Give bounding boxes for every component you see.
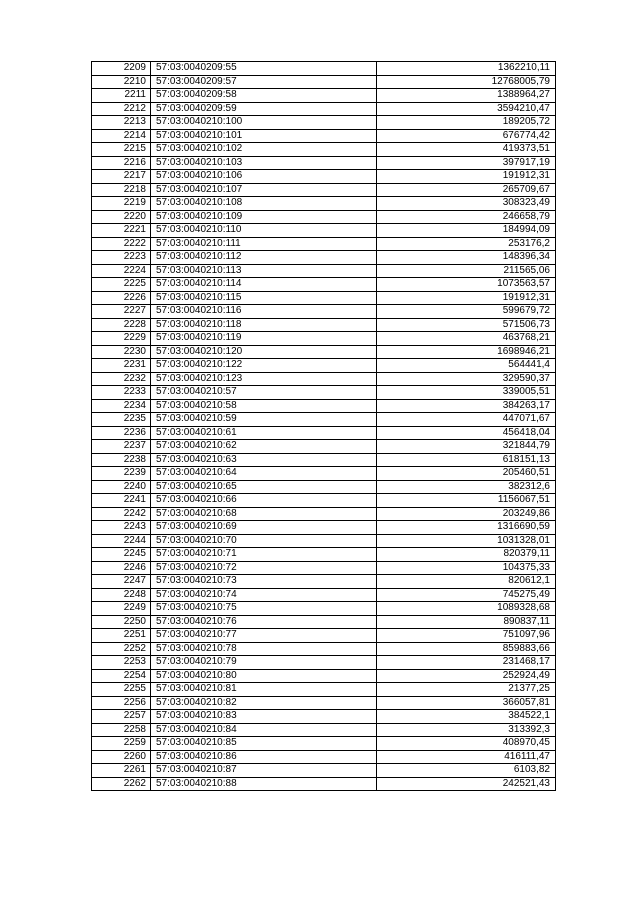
value-cell: 308323,49 <box>377 197 556 211</box>
cadastral-number-cell: 57:03:0040210:80 <box>151 669 377 683</box>
row-number-cell: 2235 <box>92 413 151 427</box>
value-cell: 890837,11 <box>377 615 556 629</box>
row-number-cell: 2210 <box>92 75 151 89</box>
table-row <box>92 102 556 116</box>
value-cell: 6103,82 <box>377 764 556 778</box>
cadastral-number-cell: 57:03:0040210:111 <box>151 237 377 251</box>
row-number-cell: 2242 <box>92 507 151 521</box>
cadastral-number-cell: 57:03:0040210:123 <box>151 372 377 386</box>
cadastral-number-cell: 57:03:0040210:64 <box>151 467 377 481</box>
table-row <box>92 696 556 710</box>
row-number-cell: 2219 <box>92 197 151 211</box>
value-cell: 859883,66 <box>377 642 556 656</box>
value-cell: 313392,3 <box>377 723 556 737</box>
cadastral-number-cell: 57:03:0040210:83 <box>151 710 377 724</box>
value-cell: 564441,4 <box>377 359 556 373</box>
table-row <box>92 372 556 386</box>
row-number-cell: 2214 <box>92 129 151 143</box>
table-row <box>92 615 556 629</box>
table-row <box>92 62 556 76</box>
value-cell: 104375,33 <box>377 561 556 575</box>
table-row <box>92 210 556 224</box>
table-row <box>92 318 556 332</box>
row-number-cell: 2218 <box>92 183 151 197</box>
row-number-cell: 2239 <box>92 467 151 481</box>
table-row <box>92 561 556 575</box>
row-number-cell: 2213 <box>92 116 151 130</box>
row-number-cell: 2257 <box>92 710 151 724</box>
table-row <box>92 426 556 440</box>
table-row <box>92 777 556 791</box>
cadastral-number-cell: 57:03:0040210:59 <box>151 413 377 427</box>
cadastral-number-cell: 57:03:0040210:70 <box>151 534 377 548</box>
cadastral-number-cell: 57:03:0040210:106 <box>151 170 377 184</box>
value-cell: 820379,11 <box>377 548 556 562</box>
value-cell: 191912,31 <box>377 291 556 305</box>
table-row <box>92 494 556 508</box>
value-cell: 184994,09 <box>377 224 556 238</box>
row-number-cell: 2220 <box>92 210 151 224</box>
row-number-cell: 2260 <box>92 750 151 764</box>
row-number-cell: 2250 <box>92 615 151 629</box>
cadastral-number-cell: 57:03:0040210:120 <box>151 345 377 359</box>
table-row <box>92 683 556 697</box>
table-row <box>92 723 556 737</box>
table-row <box>92 129 556 143</box>
cadastral-number-cell: 57:03:0040210:103 <box>151 156 377 170</box>
cadastral-number-cell: 57:03:0040209:59 <box>151 102 377 116</box>
row-number-cell: 2251 <box>92 629 151 643</box>
row-number-cell: 2231 <box>92 359 151 373</box>
value-cell: 397917,19 <box>377 156 556 170</box>
value-cell: 1316690,59 <box>377 521 556 535</box>
table-row <box>92 629 556 643</box>
cadastral-number-cell: 57:03:0040210:88 <box>151 777 377 791</box>
cadastral-number-cell: 57:03:0040210:73 <box>151 575 377 589</box>
cadastral-number-cell: 57:03:0040209:58 <box>151 89 377 103</box>
table-row <box>92 345 556 359</box>
value-cell: 321844,79 <box>377 440 556 454</box>
value-cell: 339005,51 <box>377 386 556 400</box>
value-cell: 419373,51 <box>377 143 556 157</box>
value-cell: 1388964,27 <box>377 89 556 103</box>
row-number-cell: 2216 <box>92 156 151 170</box>
value-cell: 1073563,57 <box>377 278 556 292</box>
table-row <box>92 197 556 211</box>
value-cell: 676774,42 <box>377 129 556 143</box>
cadastral-number-cell: 57:03:0040210:69 <box>151 521 377 535</box>
table-row <box>92 656 556 670</box>
cadastral-number-cell: 57:03:0040210:72 <box>151 561 377 575</box>
value-cell: 751097,96 <box>377 629 556 643</box>
table-row <box>92 143 556 157</box>
table-row <box>92 183 556 197</box>
row-number-cell: 2249 <box>92 602 151 616</box>
value-cell: 1089328,68 <box>377 602 556 616</box>
cadastral-number-cell: 57:03:0040210:118 <box>151 318 377 332</box>
table-row <box>92 413 556 427</box>
row-number-cell: 2246 <box>92 561 151 575</box>
value-cell: 571506,73 <box>377 318 556 332</box>
data-table <box>91 61 556 791</box>
table-body <box>92 62 556 791</box>
cadastral-number-cell: 57:03:0040210:108 <box>151 197 377 211</box>
cadastral-number-cell: 57:03:0040210:116 <box>151 305 377 319</box>
row-number-cell: 2245 <box>92 548 151 562</box>
cadastral-number-cell: 57:03:0040210:82 <box>151 696 377 710</box>
value-cell: 242521,43 <box>377 777 556 791</box>
cadastral-number-cell: 57:03:0040210:81 <box>151 683 377 697</box>
value-cell: 384522,1 <box>377 710 556 724</box>
value-cell: 618151,13 <box>377 453 556 467</box>
table-row <box>92 588 556 602</box>
cadastral-number-cell: 57:03:0040210:100 <box>151 116 377 130</box>
row-number-cell: 2253 <box>92 656 151 670</box>
cadastral-number-cell: 57:03:0040210:109 <box>151 210 377 224</box>
value-cell: 21377,25 <box>377 683 556 697</box>
cadastral-number-cell: 57:03:0040210:68 <box>151 507 377 521</box>
table-row <box>92 305 556 319</box>
value-cell: 366057,81 <box>377 696 556 710</box>
cadastral-number-cell: 57:03:0040210:71 <box>151 548 377 562</box>
value-cell: 148396,34 <box>377 251 556 265</box>
row-number-cell: 2221 <box>92 224 151 238</box>
cadastral-number-cell: 57:03:0040210:110 <box>151 224 377 238</box>
row-number-cell: 2215 <box>92 143 151 157</box>
table-row <box>92 264 556 278</box>
cadastral-number-cell: 57:03:0040210:63 <box>151 453 377 467</box>
cadastral-number-cell: 57:03:0040210:78 <box>151 642 377 656</box>
row-number-cell: 2228 <box>92 318 151 332</box>
row-number-cell: 2236 <box>92 426 151 440</box>
value-cell: 745275,49 <box>377 588 556 602</box>
row-number-cell: 2233 <box>92 386 151 400</box>
cadastral-number-cell: 57:03:0040210:65 <box>151 480 377 494</box>
table-row <box>92 737 556 751</box>
row-number-cell: 2223 <box>92 251 151 265</box>
table-row <box>92 480 556 494</box>
row-number-cell: 2222 <box>92 237 151 251</box>
cadastral-number-cell: 57:03:0040210:122 <box>151 359 377 373</box>
table-row <box>92 602 556 616</box>
cadastral-number-cell: 57:03:0040210:101 <box>151 129 377 143</box>
value-cell: 447071,67 <box>377 413 556 427</box>
value-cell: 820612,1 <box>377 575 556 589</box>
cadastral-number-cell: 57:03:0040210:62 <box>151 440 377 454</box>
row-number-cell: 2226 <box>92 291 151 305</box>
cadastral-number-cell: 57:03:0040210:58 <box>151 399 377 413</box>
table-row <box>92 386 556 400</box>
row-number-cell: 2261 <box>92 764 151 778</box>
cadastral-number-cell: 57:03:0040210:102 <box>151 143 377 157</box>
row-number-cell: 2243 <box>92 521 151 535</box>
table-row <box>92 156 556 170</box>
row-number-cell: 2224 <box>92 264 151 278</box>
value-cell: 12768005,79 <box>377 75 556 89</box>
value-cell: 252924,49 <box>377 669 556 683</box>
table-row <box>92 642 556 656</box>
row-number-cell: 2262 <box>92 777 151 791</box>
row-number-cell: 2234 <box>92 399 151 413</box>
value-cell: 253176,2 <box>377 237 556 251</box>
cadastral-number-cell: 57:03:0040210:113 <box>151 264 377 278</box>
table-row <box>92 116 556 130</box>
table-row <box>92 291 556 305</box>
table-row <box>92 534 556 548</box>
row-number-cell: 2248 <box>92 588 151 602</box>
value-cell: 382312,6 <box>377 480 556 494</box>
value-cell: 189205,72 <box>377 116 556 130</box>
value-cell: 211565,06 <box>377 264 556 278</box>
table-row <box>92 507 556 521</box>
value-cell: 3594210,47 <box>377 102 556 116</box>
table-row <box>92 669 556 683</box>
row-number-cell: 2256 <box>92 696 151 710</box>
table-row <box>92 89 556 103</box>
cadastral-number-cell: 57:03:0040210:87 <box>151 764 377 778</box>
value-cell: 205460,51 <box>377 467 556 481</box>
cadastral-number-cell: 57:03:0040210:112 <box>151 251 377 265</box>
cadastral-number-cell: 57:03:0040210:75 <box>151 602 377 616</box>
value-cell: 203249,86 <box>377 507 556 521</box>
value-cell: 408970,45 <box>377 737 556 751</box>
value-cell: 463768,21 <box>377 332 556 346</box>
row-number-cell: 2254 <box>92 669 151 683</box>
row-number-cell: 2230 <box>92 345 151 359</box>
table-row <box>92 359 556 373</box>
cadastral-number-cell: 57:03:0040210:61 <box>151 426 377 440</box>
table-row <box>92 75 556 89</box>
cadastral-number-cell: 57:03:0040210:115 <box>151 291 377 305</box>
cadastral-number-cell: 57:03:0040209:55 <box>151 62 377 76</box>
row-number-cell: 2232 <box>92 372 151 386</box>
value-cell: 246658,79 <box>377 210 556 224</box>
cadastral-number-cell: 57:03:0040210:119 <box>151 332 377 346</box>
cadastral-number-cell: 57:03:0040210:107 <box>151 183 377 197</box>
table-row <box>92 710 556 724</box>
row-number-cell: 2211 <box>92 89 151 103</box>
row-number-cell: 2237 <box>92 440 151 454</box>
value-cell: 456418,04 <box>377 426 556 440</box>
value-cell: 329590,37 <box>377 372 556 386</box>
table-row <box>92 440 556 454</box>
value-cell: 265709,67 <box>377 183 556 197</box>
table-row <box>92 278 556 292</box>
row-number-cell: 2258 <box>92 723 151 737</box>
row-number-cell: 2255 <box>92 683 151 697</box>
value-cell: 1698946,21 <box>377 345 556 359</box>
table-row <box>92 237 556 251</box>
row-number-cell: 2229 <box>92 332 151 346</box>
value-cell: 599679,72 <box>377 305 556 319</box>
cadastral-number-cell: 57:03:0040210:74 <box>151 588 377 602</box>
value-cell: 231468,17 <box>377 656 556 670</box>
cadastral-number-cell: 57:03:0040210:114 <box>151 278 377 292</box>
cadastral-number-cell: 57:03:0040210:57 <box>151 386 377 400</box>
cadastral-number-cell: 57:03:0040210:76 <box>151 615 377 629</box>
cadastral-number-cell: 57:03:0040210:79 <box>151 656 377 670</box>
value-cell: 416111,47 <box>377 750 556 764</box>
row-number-cell: 2247 <box>92 575 151 589</box>
row-number-cell: 2252 <box>92 642 151 656</box>
table-row <box>92 399 556 413</box>
cadastral-number-cell: 57:03:0040210:66 <box>151 494 377 508</box>
row-number-cell: 2244 <box>92 534 151 548</box>
cadastral-number-cell: 57:03:0040209:57 <box>151 75 377 89</box>
row-number-cell: 2240 <box>92 480 151 494</box>
value-cell: 191912,31 <box>377 170 556 184</box>
row-number-cell: 2217 <box>92 170 151 184</box>
value-cell: 1362210,11 <box>377 62 556 76</box>
table-row <box>92 521 556 535</box>
value-cell: 384263,17 <box>377 399 556 413</box>
table-row <box>92 575 556 589</box>
row-number-cell: 2238 <box>92 453 151 467</box>
table-row <box>92 251 556 265</box>
table-row <box>92 548 556 562</box>
row-number-cell: 2227 <box>92 305 151 319</box>
cadastral-number-cell: 57:03:0040210:77 <box>151 629 377 643</box>
row-number-cell: 2212 <box>92 102 151 116</box>
value-cell: 1031328,01 <box>377 534 556 548</box>
row-number-cell: 2209 <box>92 62 151 76</box>
row-number-cell: 2225 <box>92 278 151 292</box>
cadastral-number-cell: 57:03:0040210:85 <box>151 737 377 751</box>
table-row <box>92 332 556 346</box>
table-row <box>92 750 556 764</box>
table-row <box>92 453 556 467</box>
table-row <box>92 224 556 238</box>
table-row <box>92 467 556 481</box>
row-number-cell: 2259 <box>92 737 151 751</box>
value-cell: 1156067,51 <box>377 494 556 508</box>
cadastral-number-cell: 57:03:0040210:84 <box>151 723 377 737</box>
table-row <box>92 764 556 778</box>
cadastral-number-cell: 57:03:0040210:86 <box>151 750 377 764</box>
row-number-cell: 2241 <box>92 494 151 508</box>
table-row <box>92 170 556 184</box>
